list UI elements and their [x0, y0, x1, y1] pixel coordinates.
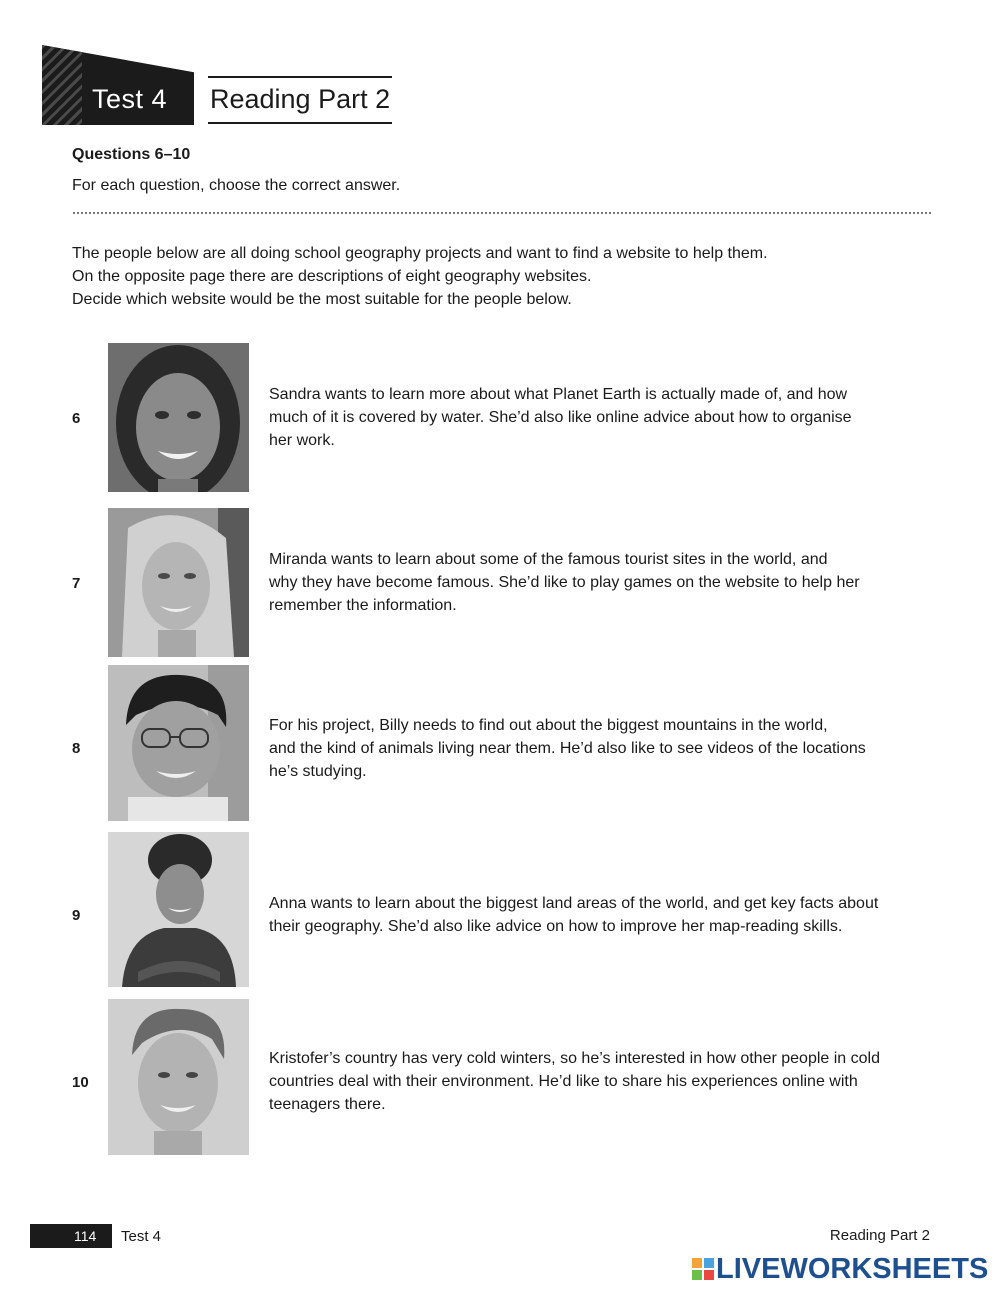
liveworksheets-wordmark: LIVEWORKSHEETS — [716, 1253, 989, 1285]
page-number: 114 — [74, 1228, 97, 1244]
intro-line: Decide which website would be the most suitable for the people below. — [72, 291, 572, 308]
question-number: 8 — [72, 740, 81, 757]
intro-line: On the opposite page there are descriptions of eight geography websites. — [72, 268, 592, 285]
header-part-label: Reading Part 2 — [210, 84, 391, 114]
question-row-8 — [0, 665, 1000, 817]
intro-paragraph — [72, 242, 768, 311]
description-line: why they have become famous. She’d like to play games on the website to help her — [269, 574, 860, 591]
description-line: Miranda wants to learn about some of the famous tourist sites in the world, and — [269, 551, 828, 568]
question-number: 10 — [72, 1074, 89, 1091]
question-description — [269, 548, 909, 617]
question-row-10 — [0, 999, 1000, 1151]
portrait-photo-sandra — [108, 343, 249, 492]
description-line: Anna wants to learn about the biggest land areas of the world, and get key facts about — [269, 895, 879, 912]
question-description — [269, 714, 909, 783]
description-line: countries deal with their environment. He’d like to share his experiences online with — [269, 1073, 858, 1090]
intro-line: The people below are all doing school geography projects and want to find a website to help them. — [72, 245, 768, 262]
header-rule-bottom — [208, 122, 392, 124]
question-description — [269, 892, 909, 938]
question-row-9 — [0, 832, 1000, 984]
question-number: 6 — [72, 410, 81, 427]
question-description — [269, 1047, 909, 1116]
question-row-7 — [0, 508, 1000, 660]
question-row-6 — [0, 343, 1000, 495]
page-number-box — [30, 1224, 112, 1248]
question-number: 7 — [72, 575, 81, 592]
footer-part-label: Reading Part 2 — [829, 1227, 930, 1244]
question-number: 9 — [72, 907, 81, 924]
question-description — [269, 383, 909, 452]
portrait-photo-anna — [108, 832, 249, 987]
dotted-divider — [72, 212, 932, 214]
portrait-photo-kristofer — [108, 999, 249, 1155]
description-line: remember the information. — [269, 597, 457, 614]
description-line: teenagers there. — [269, 1096, 386, 1113]
description-line: Sandra wants to learn more about what Planet Earth is actually made of, and how — [269, 386, 848, 403]
description-line: much of it is covered by water. She’d also like online advice about how to organise — [269, 409, 852, 426]
header-stripes — [42, 45, 82, 125]
questions-range-heading: Questions 6–10 — [72, 146, 191, 163]
liveworksheets-logo-icon — [692, 1258, 714, 1280]
description-line: Kristofer’s country has very cold winters, so he’s interested in how other people in cold — [269, 1050, 880, 1067]
description-line: her work. — [269, 432, 335, 449]
description-line: For his project, Billy needs to find out about the biggest mountains in the world, — [269, 717, 828, 734]
header-test-label: Test 4 — [92, 84, 168, 114]
portrait-photo-miranda — [108, 508, 249, 657]
description-line: and the kind of animals living near them. He’d also like to see videos of the locations — [269, 740, 866, 757]
description-line: he’s studying. — [269, 763, 367, 780]
header-rule-top — [208, 76, 392, 78]
instruction-text: For each question, choose the correct answer. — [72, 177, 401, 194]
description-line: their geography. She’d also like advice on how to improve her map-reading skills. — [269, 918, 843, 935]
footer-test-label: Test 4 — [121, 1228, 162, 1245]
portrait-photo-billy — [108, 665, 249, 821]
